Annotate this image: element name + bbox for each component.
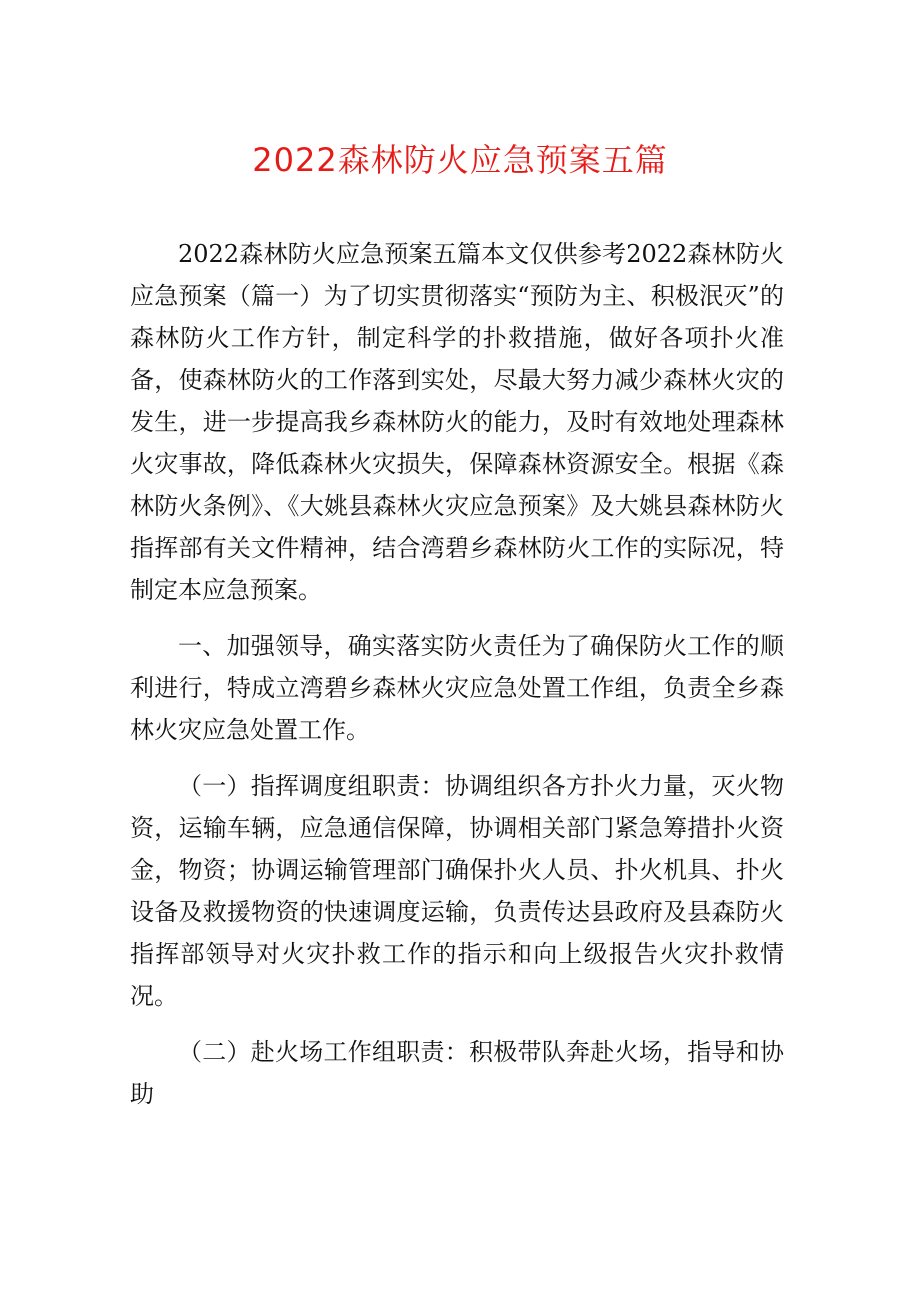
paragraph-section-one: 一、加强领导，确实落实防火责任为了确保防火工作的顺利进行，特成立湾碧乡森林火灾应急处置工作组，负责全乡森林火灾应急处置工作。 (130, 632, 784, 744)
paragraph-fire-scene-group: （二）赴火场工作组职责：积极带队奔赴火场，指导和协助 (130, 1038, 784, 1108)
paragraph-command-group: （一）指挥调度组职责：协调组织各方扑火力量，灭火物资，运输车辆，应急通信保障，协调相关部门紧急筹措扑火资金，物资；协调运输管理部门确保扑火人员、扑火机具、扑火设备及救援物资的快速调度运输，负责传达县政府及县森防火指挥部领导对火灾扑救工作的指示和向上级报告火灾扑救情况。 (130, 772, 784, 1010)
document-title: 2022森林防火应急预案五篇 (252, 141, 668, 179)
paragraph-intro: 2022森林防火应急预案五篇本文仅供参考2022森林防火应急预案（篇一）为了切实贯彻落实“预防为主、积极泯灭”的森林防火工作方针，制定科学的扑救措施，做好各项扑火准备，使森林防火的工作落到实处，尽最大努力减少森林火灾的发生，进一步提高我乡森林防火的能力，及时有效地处理森林火灾事故，降低森林火灾损失，保障森林资源安全。根据《森林防火条例》、《大姚县森林火灾应急预案》及大姚县森林防火指挥部有关文件精神，结合湾碧乡森林防火工作的实际况，特制定本应急预案。 (130, 240, 784, 604)
document-body (130, 233, 784, 1129)
